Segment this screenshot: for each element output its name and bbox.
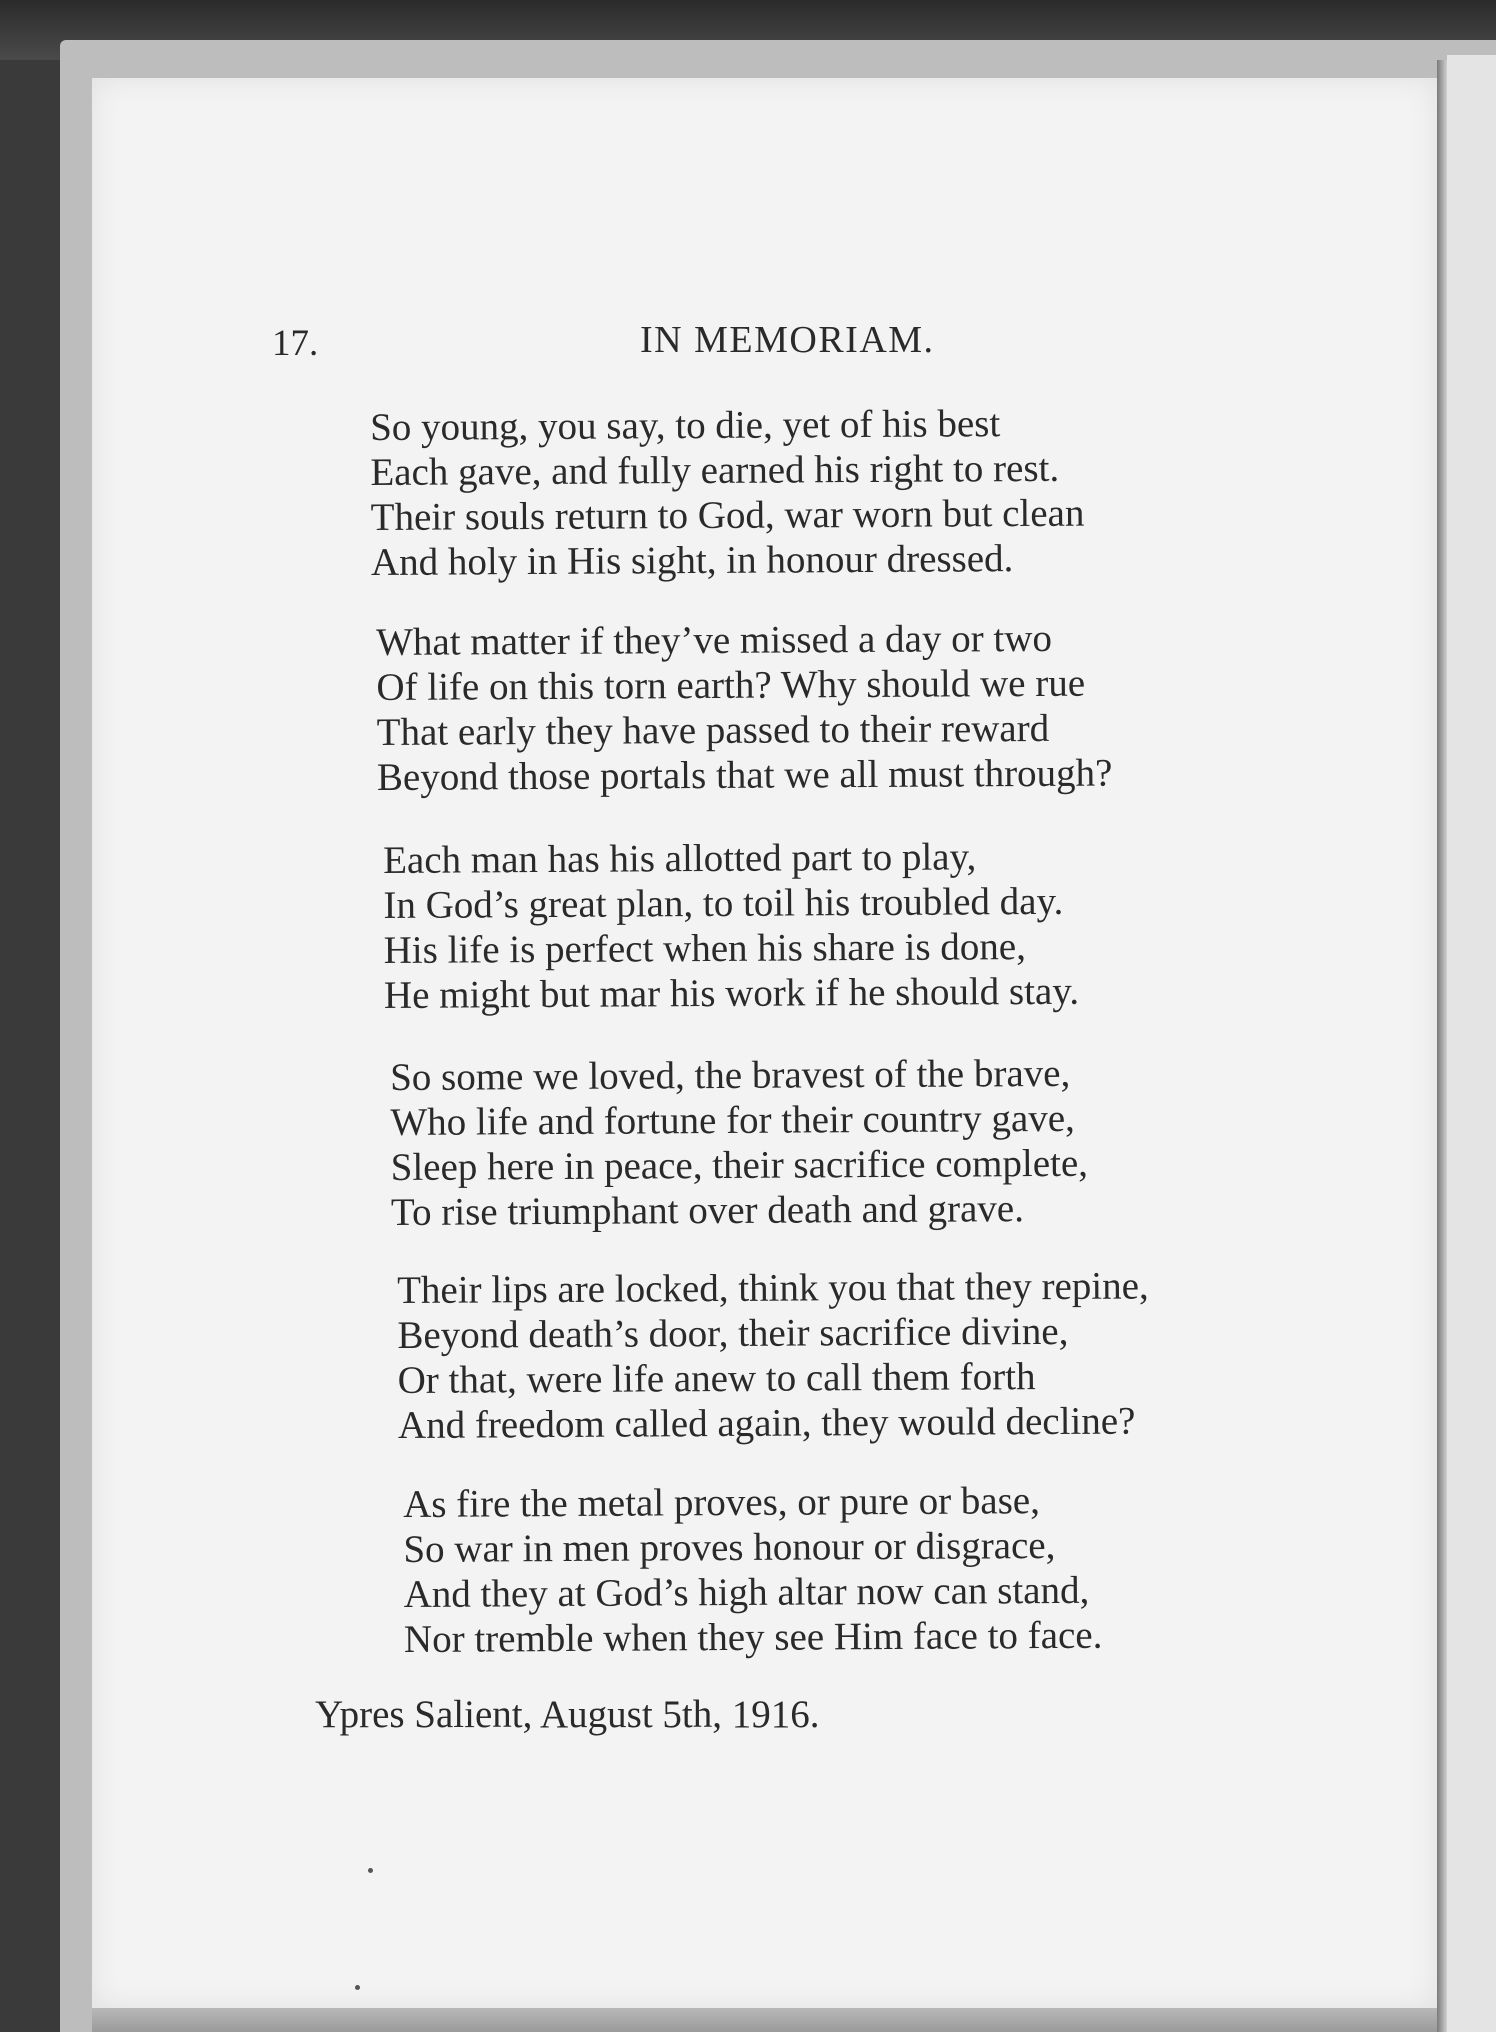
poem-line: In God’s great plan, to toil his troubled day.	[383, 879, 1064, 927]
stanza-4	[390, 1051, 1088, 1235]
stanza-1	[370, 401, 1085, 585]
ink-speck	[355, 1985, 360, 1990]
poem-line: Their lips are locked, think you that they repine,	[397, 1264, 1149, 1312]
poem-line: That early they have passed to their reward	[376, 706, 1050, 754]
poem-line: And they at God’s high altar now can stand,	[403, 1568, 1090, 1616]
stanza-2	[376, 616, 1113, 800]
poem-line: And freedom called again, they would decline?	[397, 1399, 1136, 1447]
stanza-5	[397, 1263, 1150, 1448]
poem-line: As fire the metal proves, or pure or base,	[403, 1479, 1041, 1526]
poem-line: Each man has his allotted part to play,	[383, 835, 977, 882]
poem-line: Sleep here in peace, their sacrifice complete,	[390, 1141, 1089, 1189]
dateline: Ypres Salient, August 5th, 1916.	[315, 1693, 820, 1736]
page-bottom-shadow	[92, 2008, 1437, 2032]
poem-line: To rise triumphant over death and grave.	[390, 1187, 1025, 1234]
poem-line: Nor tremble when they see Him face to face.	[403, 1613, 1103, 1661]
poem-line: His life is perfect when his share is done,	[383, 925, 1027, 972]
page-number: 17.	[272, 323, 319, 364]
poem-line: Or that, were life anew to call them forth	[397, 1355, 1036, 1402]
page-gutter-shadow	[1437, 60, 1447, 2032]
facing-page-edge	[1447, 55, 1496, 2032]
poem-line: Of life on this torn earth? Why should we rue	[376, 661, 1086, 709]
poem-line: So young, you say, to die, yet of his best	[370, 402, 1001, 449]
poem-line: Beyond death’s door, their sacrifice divine,	[397, 1309, 1069, 1357]
poem-line: Their souls return to God, war worn but clean	[370, 491, 1085, 539]
poem-line: Each gave, and fully earned his right to rest.	[370, 446, 1060, 494]
poem-line: So some we loved, the bravest of the brave,	[390, 1051, 1071, 1099]
poem-line: And holy in His sight, in honour dressed.	[370, 537, 1014, 584]
stanza-3	[383, 834, 1079, 1018]
poem-line: He might but mar his work if he should stay.	[383, 969, 1080, 1017]
ink-speck	[368, 1868, 373, 1873]
stanza-6	[403, 1478, 1103, 1662]
poem-line: Who life and fortune for their country gave,	[390, 1096, 1075, 1144]
poem-title: IN MEMORIAM.	[640, 319, 935, 361]
poem-line: What matter if they’ve missed a day or two	[376, 616, 1053, 664]
poem-line: So war in men proves honour or disgrace,	[403, 1524, 1056, 1571]
poem-line: Beyond those portals that we all must through?	[376, 751, 1113, 799]
